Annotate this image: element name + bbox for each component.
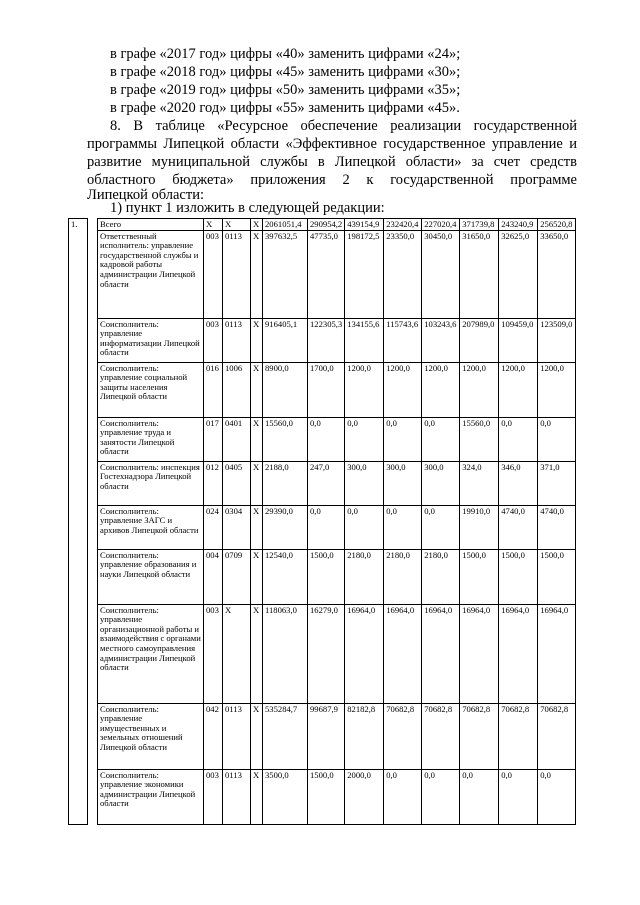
- value-cell: 123509,0: [538, 318, 576, 362]
- name-cell: Соисполнитель: управление информатизации Липецкой области: [98, 318, 204, 362]
- code3-cell: Х: [251, 417, 263, 461]
- value-cell: 290954,2: [308, 219, 345, 231]
- code3-cell: Х: [251, 549, 263, 604]
- value-cell: 0,0: [538, 769, 576, 824]
- table-row: [69, 505, 576, 549]
- value-cell: 0,0: [384, 505, 422, 549]
- value-cell: 0,0: [538, 417, 576, 461]
- value-cell: 15560,0: [460, 417, 499, 461]
- code2-cell: 1006: [223, 362, 251, 417]
- value-cell: 30450,0: [422, 230, 460, 318]
- blank-cell: [88, 549, 98, 604]
- value-cell: 0,0: [422, 505, 460, 549]
- value-cell: 916405,1: [263, 318, 308, 362]
- code2-cell: 0304: [223, 505, 251, 549]
- name-cell: Соисполнитель: управление труда и занятости Липецкой области: [98, 417, 204, 461]
- value-cell: 1500,0: [499, 549, 538, 604]
- value-cell: 16279,0: [308, 604, 345, 703]
- value-cell: 247,0: [308, 461, 345, 505]
- code2-cell: Х: [223, 219, 251, 231]
- value-cell: 1500,0: [460, 549, 499, 604]
- value-cell: 3500,0: [263, 769, 308, 824]
- value-cell: 2180,0: [384, 549, 422, 604]
- text-line-6: программы Липецкой области «Эффективное государственное управление и: [87, 136, 577, 152]
- text-line-2: в графе «2018 год» цифры «45» заменить цифрами «30»;: [110, 64, 461, 80]
- value-cell: 16964,0: [384, 604, 422, 703]
- name-cell: Соисполнитель: инспекция Гостехнадзора Липецкой области: [98, 461, 204, 505]
- code2-cell: 0113: [223, 318, 251, 362]
- code2-cell: 0113: [223, 230, 251, 318]
- blank-cell: [88, 318, 98, 362]
- value-cell: 1500,0: [538, 549, 576, 604]
- value-cell: 232420,4: [384, 219, 422, 231]
- value-cell: 1200,0: [384, 362, 422, 417]
- code3-cell: Х: [251, 230, 263, 318]
- value-cell: 16964,0: [460, 604, 499, 703]
- code3-cell: Х: [251, 604, 263, 703]
- value-cell: 2180,0: [345, 549, 384, 604]
- value-cell: 16964,0: [345, 604, 384, 703]
- name-cell: Соисполнитель: управление экономики администрации Липецкой области: [98, 769, 204, 824]
- text-line-4: в графе «2020 год» цифры «55» заменить цифрами «45».: [110, 100, 460, 116]
- value-cell: 346,0: [499, 461, 538, 505]
- blank-cell: [88, 703, 98, 769]
- value-cell: 47735,0: [308, 230, 345, 318]
- resource-table-body: [69, 219, 576, 825]
- value-cell: 70682,8: [460, 703, 499, 769]
- code1-cell: Х: [204, 219, 223, 231]
- row-number: 1.: [69, 219, 88, 825]
- code1-cell: 003: [204, 769, 223, 824]
- value-cell: 8900,0: [263, 362, 308, 417]
- value-cell: 256520,8: [538, 219, 576, 231]
- text-line-3: в графе «2019 год» цифры «50» заменить цифрами «35»;: [110, 82, 461, 98]
- value-cell: 70682,8: [384, 703, 422, 769]
- value-cell: 1500,0: [308, 769, 345, 824]
- name-cell: Соисполнитель: управление ЗАГС и архивов Липецкой области: [98, 505, 204, 549]
- resource-table: [68, 218, 576, 825]
- blank-cell: [88, 604, 98, 703]
- value-cell: 15560,0: [263, 417, 308, 461]
- value-cell: 397632,5: [263, 230, 308, 318]
- blank-cell: [88, 219, 98, 231]
- value-cell: 0,0: [499, 417, 538, 461]
- code1-cell: 003: [204, 604, 223, 703]
- value-cell: 1700,0: [308, 362, 345, 417]
- table-row: [69, 703, 576, 769]
- value-cell: 0,0: [308, 417, 345, 461]
- code3-cell: Х: [251, 219, 263, 231]
- value-cell: 118063,0: [263, 604, 308, 703]
- table-row: [69, 318, 576, 362]
- code1-cell: 024: [204, 505, 223, 549]
- value-cell: 12540,0: [263, 549, 308, 604]
- code3-cell: Х: [251, 461, 263, 505]
- code2-cell: 0113: [223, 769, 251, 824]
- value-cell: 1500,0: [308, 549, 345, 604]
- value-cell: 535284,7: [263, 703, 308, 769]
- code1-cell: 003: [204, 318, 223, 362]
- value-cell: 4740,0: [538, 505, 576, 549]
- text-line-10: 1) пункт 1 изложить в следующей редакции:: [110, 200, 385, 216]
- value-cell: 0,0: [308, 505, 345, 549]
- value-cell: 1200,0: [538, 362, 576, 417]
- text-line-8: областного бюджета» приложения 2 к государственной программе: [87, 172, 577, 188]
- name-cell: Всего: [98, 219, 204, 231]
- text-line-9: Липецкой области:: [87, 187, 204, 203]
- code2-cell: Х: [223, 604, 251, 703]
- value-cell: 2188,0: [263, 461, 308, 505]
- blank-cell: [88, 230, 98, 318]
- value-cell: 207989,0: [460, 318, 499, 362]
- name-cell: Ответственный исполнитель: управление государственной службы и кадровой работы администрации Липецкой области: [98, 230, 204, 318]
- value-cell: 70682,8: [499, 703, 538, 769]
- value-cell: 32625,0: [499, 230, 538, 318]
- value-cell: 31650,0: [460, 230, 499, 318]
- value-cell: 227020,4: [422, 219, 460, 231]
- value-cell: 0,0: [422, 417, 460, 461]
- name-cell: Соисполнитель: управление образования и науки Липецкой области: [98, 549, 204, 604]
- value-cell: 122305,3: [308, 318, 345, 362]
- table-row: [69, 604, 576, 703]
- code1-cell: 042: [204, 703, 223, 769]
- value-cell: 439154,9: [345, 219, 384, 231]
- value-cell: 16964,0: [538, 604, 576, 703]
- blank-cell: [88, 417, 98, 461]
- value-cell: 1200,0: [345, 362, 384, 417]
- value-cell: 82182,8: [345, 703, 384, 769]
- blank-cell: [88, 461, 98, 505]
- text-line-1: в графе «2017 год» цифры «40» заменить цифрами «24»;: [110, 46, 461, 62]
- value-cell: 300,0: [345, 461, 384, 505]
- name-cell: Соисполнитель: управление социальной защиты населения Липецкой области: [98, 362, 204, 417]
- code3-cell: Х: [251, 362, 263, 417]
- text-line-7: развитие муниципальной службы в Липецкой области» за счет средств: [87, 154, 577, 170]
- value-cell: 0,0: [345, 417, 384, 461]
- code2-cell: 0401: [223, 417, 251, 461]
- table-row: [69, 362, 576, 417]
- value-cell: 16964,0: [499, 604, 538, 703]
- table-row: [69, 769, 576, 824]
- value-cell: 300,0: [422, 461, 460, 505]
- blank-cell: [88, 362, 98, 417]
- text-line-5: 8. В таблице «Ресурсное обеспечение реализации государственной: [110, 118, 577, 134]
- table-row: [69, 230, 576, 318]
- code2-cell: 0113: [223, 703, 251, 769]
- value-cell: 109459,0: [499, 318, 538, 362]
- table-row: [69, 549, 576, 604]
- value-cell: 300,0: [384, 461, 422, 505]
- name-cell: Соисполнитель: управление организационной работы и взаимодействия с органами местного самоуправления администрации Липецкой области: [98, 604, 204, 703]
- value-cell: 371739,8: [460, 219, 499, 231]
- code1-cell: 016: [204, 362, 223, 417]
- value-cell: 2180,0: [422, 549, 460, 604]
- value-cell: 198172,5: [345, 230, 384, 318]
- code3-cell: Х: [251, 703, 263, 769]
- table-row: [69, 461, 576, 505]
- value-cell: 0,0: [384, 417, 422, 461]
- value-cell: 134155,6: [345, 318, 384, 362]
- value-cell: 23350,0: [384, 230, 422, 318]
- value-cell: 4740,0: [499, 505, 538, 549]
- value-cell: 2061051,4: [263, 219, 308, 231]
- code1-cell: 012: [204, 461, 223, 505]
- value-cell: 243240,9: [499, 219, 538, 231]
- value-cell: 99687,9: [308, 703, 345, 769]
- value-cell: 1200,0: [499, 362, 538, 417]
- value-cell: 103243,6: [422, 318, 460, 362]
- code3-cell: Х: [251, 769, 263, 824]
- table-row: [69, 417, 576, 461]
- value-cell: 1200,0: [460, 362, 499, 417]
- code1-cell: 004: [204, 549, 223, 604]
- value-cell: 371,0: [538, 461, 576, 505]
- value-cell: 70682,8: [538, 703, 576, 769]
- name-cell: Соисполнитель: управление имущественных и земельных отношений Липецкой области: [98, 703, 204, 769]
- code1-cell: 003: [204, 230, 223, 318]
- value-cell: 0,0: [345, 505, 384, 549]
- value-cell: 29390,0: [263, 505, 308, 549]
- value-cell: 0,0: [384, 769, 422, 824]
- value-cell: 16964,0: [422, 604, 460, 703]
- code1-cell: 017: [204, 417, 223, 461]
- code2-cell: 0709: [223, 549, 251, 604]
- code3-cell: Х: [251, 505, 263, 549]
- value-cell: 115743,6: [384, 318, 422, 362]
- value-cell: 33650,0: [538, 230, 576, 318]
- value-cell: 2000,0: [345, 769, 384, 824]
- blank-cell: [88, 769, 98, 824]
- value-cell: 0,0: [460, 769, 499, 824]
- blank-cell: [88, 505, 98, 549]
- value-cell: 0,0: [422, 769, 460, 824]
- value-cell: 1200,0: [422, 362, 460, 417]
- value-cell: 324,0: [460, 461, 499, 505]
- code3-cell: Х: [251, 318, 263, 362]
- value-cell: 19910,0: [460, 505, 499, 549]
- table-row: [69, 219, 576, 231]
- value-cell: 0,0: [499, 769, 538, 824]
- value-cell: 70682,8: [422, 703, 460, 769]
- code2-cell: 0405: [223, 461, 251, 505]
